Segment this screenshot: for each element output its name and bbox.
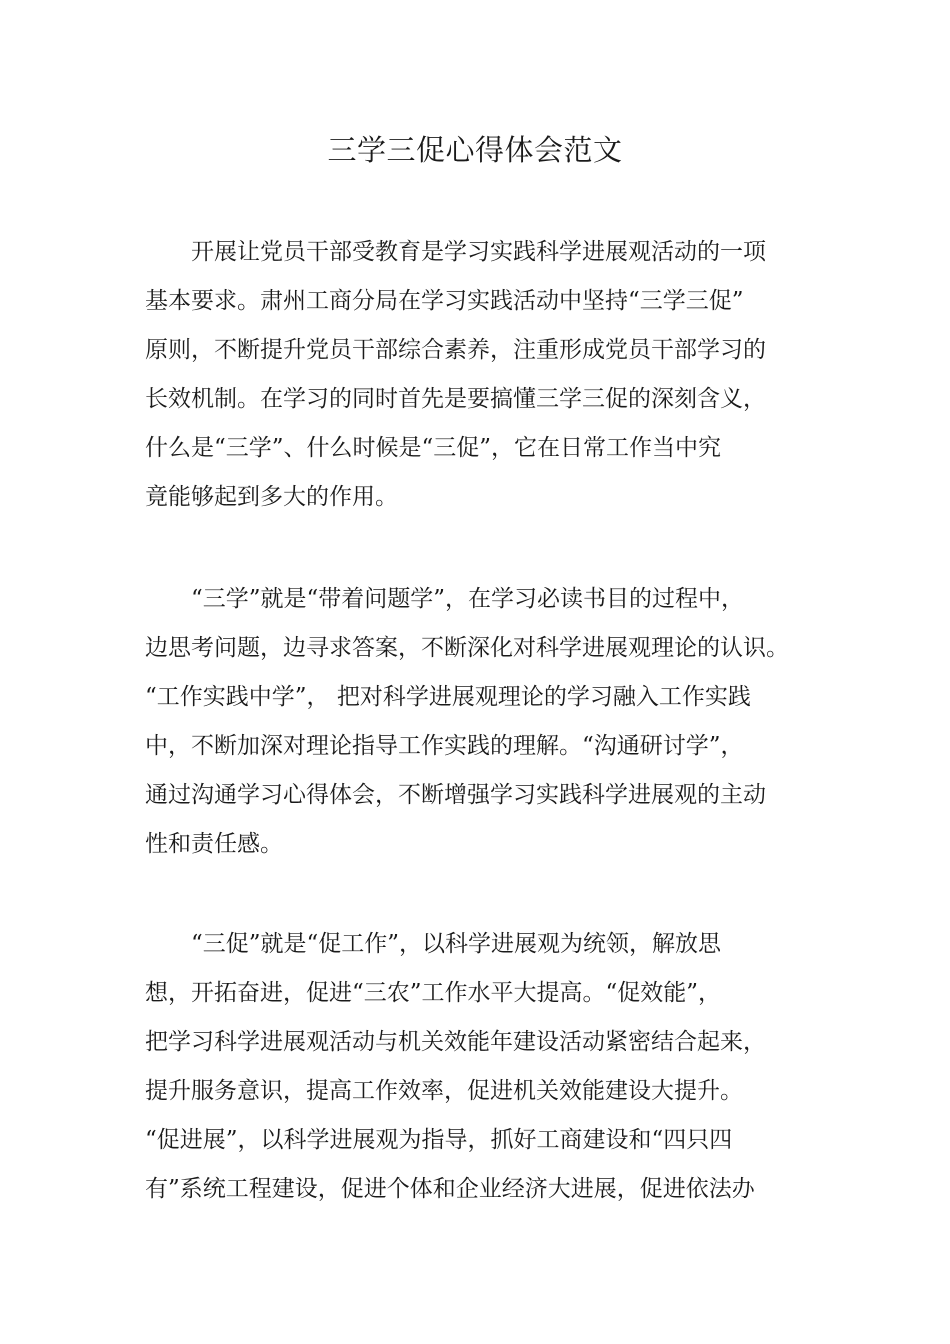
paragraph-line: 开展让党员干部受教育是学习实践科学进展观活动的一项 (191, 239, 766, 265)
paragraph-line: 中，不断加深对理论指导工作实践的理解。“沟通研讨学”， (145, 733, 744, 759)
paragraph-line: 提升服务意识，提高工作效率，促进机关效能建设大提升。 (145, 1078, 743, 1104)
paragraph-line: 性和责任感。 (145, 831, 283, 857)
paragraph-line: “工作实践中学”， 把对科学进展观理论的学习融入工作实践 (145, 684, 751, 710)
document-title: 三学三促心得体会范文 (327, 133, 623, 167)
paragraph-line: 什么是“三学”、什么时候是“三促”，它在日常工作当中究 (145, 435, 722, 461)
paragraph-line: “促进展”，以科学进展观为指导，抓好工商建设和“四只四 (145, 1127, 733, 1153)
paragraph-line: 边思考问题，边寻求答案，不断深化对科学进展观理论的认识。 (145, 635, 789, 661)
paragraph-1 (145, 228, 825, 522)
paragraph-line: “三学”就是“带着问题学”，在学习必读书目的过程中， (191, 586, 745, 612)
paragraph-line: “三促”就是“促工作”，以科学进展观为统领，解放思 (191, 931, 722, 957)
paragraph-line: 想，开拓奋进，促进“三农”工作水平大提高。“促效能”， (145, 980, 722, 1006)
paragraph-3 (145, 920, 825, 1214)
paragraph-line: 把学习科学进展观活动与机关效能年建设活动紧密结合起来， (145, 1029, 766, 1055)
paragraph-line: 长效机制。在学习的同时首先是要搞懂三学三促的深刻含义， (145, 386, 766, 412)
paragraph-line: 原则，不断提升党员干部综合素养，注重形成党员干部学习的 (145, 337, 766, 363)
paragraph-line: 通过沟通学习心得体会，不断增强学习实践科学进展观的主动 (145, 782, 766, 808)
paragraph-2 (145, 575, 825, 869)
paragraph-line: 竟能够起到多大的作用。 (145, 484, 398, 510)
paragraph-line: 有”系统工程建设，促进个体和企业经济大进展，促进依法办 (145, 1176, 755, 1202)
paragraph-line: 基本要求。肃州工商分局在学习实践活动中坚持“三学三促” (145, 288, 744, 314)
